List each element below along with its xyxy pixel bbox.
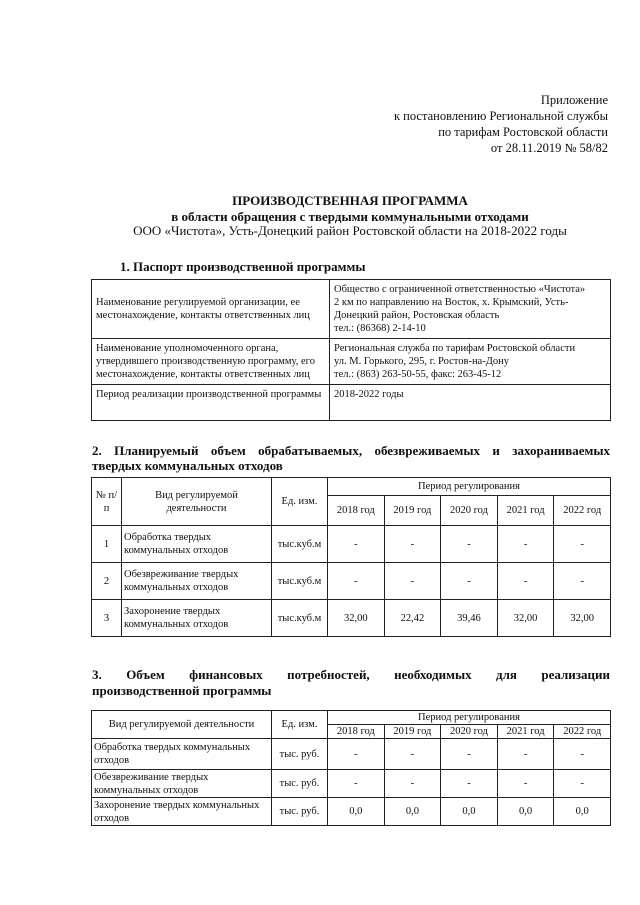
row-unit: тыс. руб. [272, 739, 328, 770]
table-row [92, 770, 611, 798]
row-activity: Обезвреживание твердых коммунальных отходов [92, 770, 272, 798]
row-value: 22,42 [384, 600, 441, 637]
row-value: - [328, 739, 385, 770]
row-value: - [441, 526, 498, 563]
row-unit: тыс. руб. [272, 798, 328, 826]
row-value: - [554, 563, 611, 600]
row-value: - [328, 563, 385, 600]
section3-heading: 3. Объем финансовых потребностей, необходимых для реализации [92, 667, 610, 682]
row-activity: Обработка твердых коммунальных отходов [92, 739, 272, 770]
table-header-row [92, 711, 611, 725]
row-unit: тыс.куб.м [272, 526, 328, 563]
col-activity-header: Вид регулируемой деятельности [92, 711, 272, 739]
row-value: 32,00 [328, 600, 385, 637]
row-value: 32,00 [554, 600, 611, 637]
year-header: 2022 год [554, 496, 611, 526]
row-value: - [384, 563, 441, 600]
passport-label: Наименование регулируемой организации, ее местонахождение, контакты ответственных лиц [92, 280, 330, 339]
row-value: 39,46 [441, 600, 498, 637]
passport-value-line: тел.: (86368) 2-14-10 [334, 323, 426, 334]
row-activity: Обработка твердых коммунальных отходов [122, 526, 272, 563]
year-header: 2020 год [441, 725, 498, 739]
row-value: - [441, 770, 498, 798]
row-value: - [497, 770, 554, 798]
row-num: 1 [92, 526, 122, 563]
appendix-line: по тарифам Ростовской области [438, 125, 608, 139]
row-value: - [384, 526, 441, 563]
table-row [92, 385, 611, 421]
row-value: - [497, 526, 554, 563]
table-row [92, 798, 611, 826]
passport-value: 2018-2022 годы [330, 385, 611, 421]
col-period-header: Период регулирования [328, 478, 611, 496]
row-num: 3 [92, 600, 122, 637]
row-unit: тыс. руб. [272, 770, 328, 798]
table-header-row [92, 478, 611, 496]
passport-value [330, 339, 611, 385]
year-header: 2020 год [441, 496, 498, 526]
row-value: - [554, 526, 611, 563]
passport-value-line: Общество с ограниченной ответственностью «Чистота» [334, 284, 586, 295]
table-row [92, 600, 611, 637]
year-header: 2018 год [328, 496, 385, 526]
year-header: 2021 год [497, 496, 554, 526]
row-value: - [554, 739, 611, 770]
table-row [92, 339, 611, 385]
appendix-line: от 28.11.2019 № 58/82 [490, 141, 608, 155]
col-unit-header: Ед. изм. [272, 478, 328, 526]
year-header: 2019 год [384, 496, 441, 526]
passport-value-line: Региональная служба по тарифам Ростовской области [334, 343, 576, 354]
row-value: 0,0 [497, 798, 554, 826]
table-row [92, 280, 611, 339]
col-activity-header: Вид регулируемой деятельности [122, 478, 272, 526]
finance-table [91, 710, 611, 826]
row-activity: Захоронение твердых коммунальных отходов [92, 798, 272, 826]
row-activity: Захоронение твердых коммунальных отходов [122, 600, 272, 637]
row-value: 32,00 [497, 600, 554, 637]
appendix-line: Приложение [540, 93, 608, 107]
table-row [92, 526, 611, 563]
appendix-line: к постановлению Региональной службы [393, 109, 608, 123]
row-value: - [497, 563, 554, 600]
year-header: 2019 год [384, 725, 441, 739]
row-unit: тыс.куб.м [272, 600, 328, 637]
volume-table [91, 477, 611, 637]
passport-value-line: тел.: (863) 263-50-55, факс: 263-45-12 [334, 369, 502, 380]
passport-value-line: ул. М. Горького, 295, г. Ростов-на-Дону [334, 356, 509, 367]
document-title: ПРОИЗВОДСТВЕННАЯ ПРОГРАММА [232, 193, 468, 208]
row-value: 0,0 [441, 798, 498, 826]
section3-heading-cont: производственной программы [92, 683, 272, 698]
year-header: 2018 год [328, 725, 385, 739]
table-row [92, 739, 611, 770]
row-value: - [497, 739, 554, 770]
passport-label: Наименование уполномоченного органа, утвердившего производственную программу, его местонахождение, контакты ответственных лиц [92, 339, 330, 385]
row-value: - [441, 563, 498, 600]
table-row [92, 563, 611, 600]
passport-value [330, 280, 611, 339]
year-header: 2021 год [497, 725, 554, 739]
row-value: 0,0 [554, 798, 611, 826]
row-value: - [384, 770, 441, 798]
row-value: 0,0 [328, 798, 385, 826]
row-value: - [441, 739, 498, 770]
appendix-block [394, 92, 608, 156]
passport-label: Период реализации производственной программы [92, 385, 330, 421]
row-value: - [328, 526, 385, 563]
passport-table [91, 279, 611, 421]
passport-value-line: 2 км по направлению на Восток, х. Крымский, Усть-Донецкий район, Ростовская область [334, 297, 569, 321]
document-subtitle: в области обращения с твердыми коммунальными отходами [171, 209, 529, 224]
col-unit-header: Ед. изм. [272, 711, 328, 739]
row-value: - [384, 739, 441, 770]
row-value: - [328, 770, 385, 798]
section2-heading: 2. Планируемый объем обрабатываемых, обезвреживаемых и захораниваемых [92, 443, 610, 458]
row-value: - [554, 770, 611, 798]
row-value: 0,0 [384, 798, 441, 826]
section2-heading-cont: твердых коммунальных отходов [92, 458, 283, 473]
year-header: 2022 год [554, 725, 611, 739]
row-num: 2 [92, 563, 122, 600]
row-activity: Обезвреживание твердых коммунальных отходов [122, 563, 272, 600]
row-unit: тыс.куб.м [272, 563, 328, 600]
col-period-header: Период регулирования [328, 711, 611, 725]
col-num-header: № п/п [92, 478, 122, 526]
document-subtitle-org: ООО «Чистота», Усть-Донецкий район Ростовской области на 2018-2022 годы [133, 223, 567, 238]
section1-heading: 1. Паспорт производственной программы [120, 259, 366, 274]
